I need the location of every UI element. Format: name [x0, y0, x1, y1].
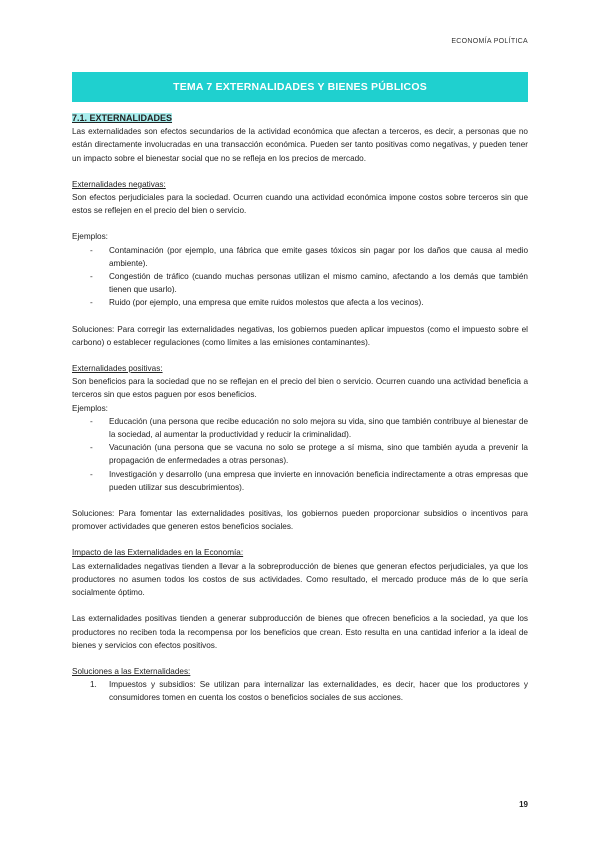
chapter-banner — [72, 72, 528, 102]
positivas-soluciones: Soluciones: Para fomentar las externalidades positivas, los gobiernos pueden proporcionar subsidios o incentivos para promover actividades que generen estos beneficios sociales. — [72, 509, 528, 532]
page-number: 19 — [519, 800, 528, 809]
impacto-paragraph-1: Las externalidades negativas tienden a llevar a la sobreproducción de bienes que generan efectos perjudiciales, ya que los productores no asumen todos los costos de sus actividades. Como resultado, el mercado produce más de lo que sería socialmente óptimo. — [72, 561, 528, 598]
soluciones-list — [72, 678, 528, 704]
section-heading: 7.1. EXTERNALIDADES — [72, 113, 173, 123]
list-item: - Ruido (por ejemplo, una empresa que emite ruidos molestos que afecta a los vecinos). — [90, 298, 424, 308]
negativas-paragraph: Son efectos perjudiciales para la sociedad. Ocurren cuando una actividad económica impone costos sobre terceros sin que estos se reflejen en el precio del bien o servicio. — [72, 193, 528, 216]
positivas-list — [72, 415, 528, 494]
soluciones-heading: Soluciones a las Externalidades: — [72, 666, 191, 676]
list-item: - Educación (una persona que recibe educación no solo mejora su vida, sino que también contribuye al bienestar de la sociedad, al aumentar la productividad y reducir la criminalidad). — [90, 416, 528, 440]
running-header: ECONOMÍA POLÍTICA — [451, 38, 528, 45]
list-item: - Contaminación (por ejemplo, una fábrica que emite gases tóxicos sin pagar por los daños que causa al medio ambiente). — [90, 245, 528, 268]
negativas-ejemplos-label: Ejemplos: — [72, 232, 108, 242]
chapter-title: TEMA 7 EXTERNALIDADES Y BIENES PÚBLICOS — [173, 81, 427, 93]
negativas-soluciones: Soluciones: Para corregir las externalidades negativas, los gobiernos pueden aplicar impuestos (como el impuesto sobre el carbono) o establecer regulaciones (como límites a las emisiones contaminantes). — [72, 324, 528, 347]
impacto-paragraph-2: Las externalidades positivas tienden a generar subproducción de bienes que ofrecen beneficios a la sociedad, ya que los productores no reciben toda la recompensa por los beneficios que crean. Esto resulta en una cantidad inferior a la ideal de bienes y servicios con efectos positivos. — [72, 614, 528, 650]
intro-paragraph: Las externalidades son efectos secundarios de la actividad económica que afectan a terceros, es decir, a personas que no están directamente involucradas en una transacción económica. Pueden ser tanto positivas como negativas, y pueden tener un impacto sobre el bienestar social que no se refleja en los precios de mercado. — [72, 127, 528, 163]
positivas-ejemplos-label: Ejemplos: — [72, 403, 108, 413]
page-content — [72, 112, 528, 705]
list-item: 1. Impuestos y subsidios: Se utilizan para internalizar las externalidades, es decir, hacer que los productores y consumidores tomen en cuenta los costos o beneficios sociales de sus acciones. — [90, 680, 528, 703]
positivas-heading: Externalidades positivas: — [72, 364, 163, 374]
list-item: - Congestión de tráfico (cuando muchas personas utilizan el mismo camino, afectando a los demás que también tienen que usarlo). — [90, 272, 528, 295]
positivas-paragraph: Son beneficios para la sociedad que no se reflejan en el precio del bien o servicio. Ocurren cuando una actividad beneficia a terceros sin que estos paguen por esos beneficios. — [72, 377, 528, 400]
list-item: - Vacunación (una persona que se vacuna no solo se protege a sí misma, sino que también ayuda a prevenir la propagación de enfermedades a otras personas). — [90, 443, 528, 466]
negativas-list — [72, 244, 528, 310]
impacto-heading: Impacto de las Externalidades en la Economía: — [72, 548, 244, 558]
negativas-heading: Externalidades negativas: — [72, 179, 166, 189]
list-item: - Investigación y desarrollo (una empresa que invierte en innovación beneficia indirectamente a otras empresas que pueden utilizar sus descubrimientos). — [90, 469, 528, 492]
